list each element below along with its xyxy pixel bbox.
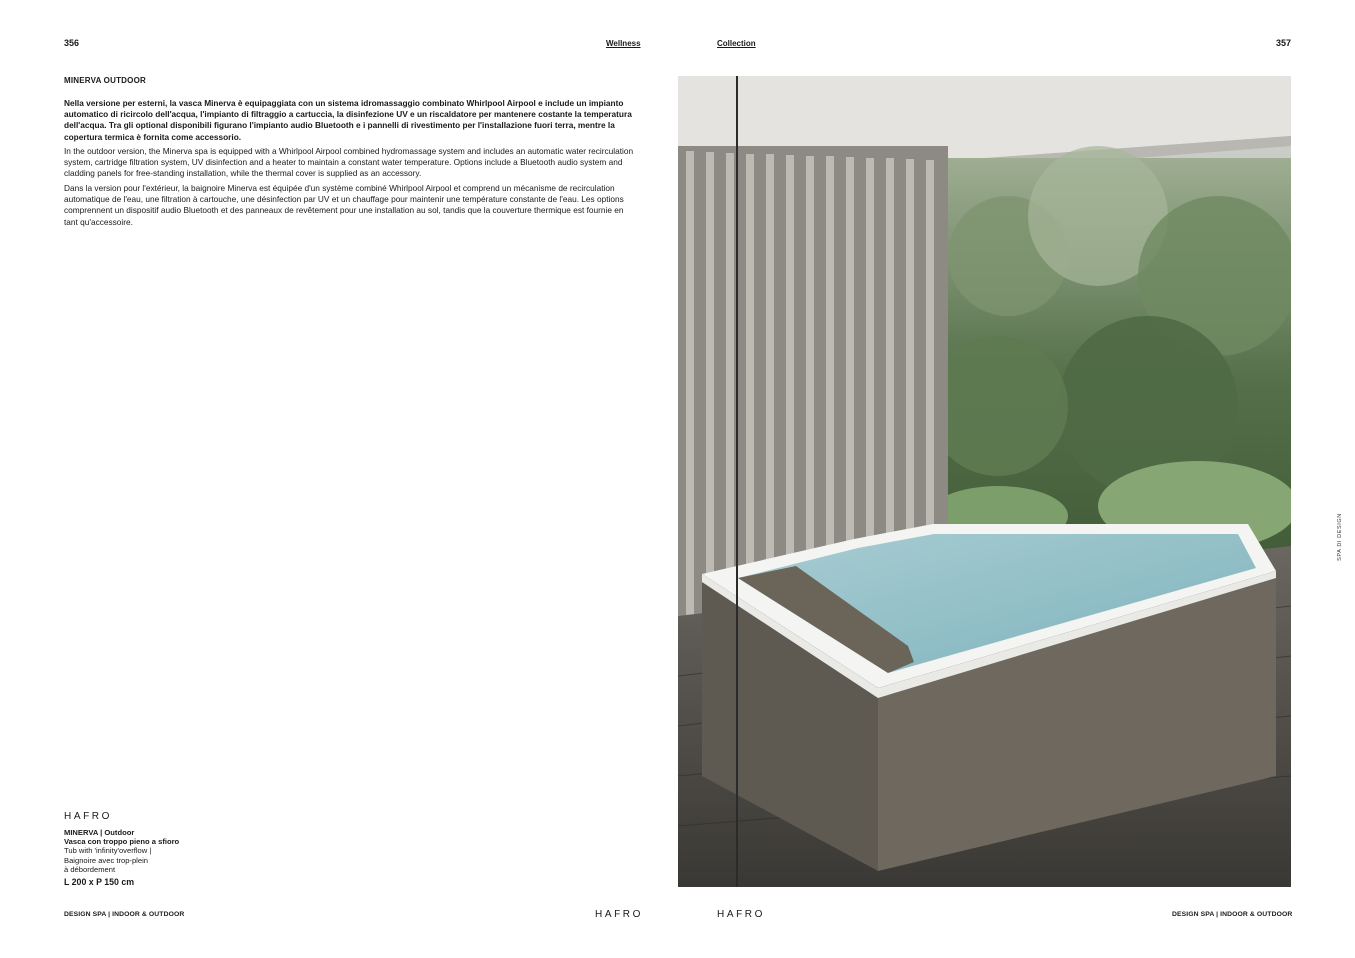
brand-logo: HAFRO: [64, 811, 112, 822]
page-number-left: 356: [64, 38, 80, 48]
section-title: MINERVA OUTDOOR: [64, 76, 146, 85]
product-type-english: Tub with 'infinity'overflow |: [64, 846, 152, 856]
product-name: MINERVA | Outdoor: [64, 828, 135, 837]
collection-link[interactable]: Collection: [717, 39, 756, 48]
footer-right-text: DESIGN SPA | INDOOR & OUTDOOR: [1172, 911, 1293, 918]
product-photo: [678, 76, 1291, 887]
wellness-link[interactable]: Wellness: [606, 39, 641, 48]
description-italian: Nella versione per esterni, la vasca Minerva è equipaggiata con un sistema idromassaggio combinato Whirlpool Airpool e include un impianto automatico di ricircolo dell'acqua, l'impianto di filtraggio a cartuccia, la disinfezione UV e un riscaldatore per mantenere costante la temperatura dell'acqua. Tra gli optional disponibili figurano l'impianto audio Bluetooth e i pannelli di rivestimento per l'installazione fuori terra, mentre la copertura termica è fornita come accessorio.: [64, 98, 632, 142]
side-tab-label: SPA DI DESIGN: [1337, 513, 1343, 561]
product-type-italian: Vasca con troppo pieno a sfioro: [64, 837, 180, 847]
description-english: In the outdoor version, the Minerva spa is equipped with a Whirlpool Airpool combined hydromassage system and includes an automatic water recirculation system, cartridge filtration system, UV disinfection and a heater to maintain a constant water temperature. Options include a Bluetooth audio system and cladding panels for free-standing installation, while the thermal cover is supplied as an accessory.: [64, 146, 634, 179]
footer-left-brand: HAFRO: [595, 909, 643, 920]
outdoor-spa-image: [678, 76, 1291, 887]
footer-left-text: DESIGN SPA | INDOOR & OUTDOOR: [64, 911, 185, 918]
product-info: [64, 828, 179, 874]
page-number-right: 357: [1276, 38, 1292, 48]
product-type-french-2: à débordement: [64, 864, 116, 874]
footer-right-brand: HAFRO: [717, 909, 765, 920]
product-dimensions: L 200 x P 150 cm: [64, 877, 135, 887]
product-type-french-1: Baignoire avec trop-plein: [64, 855, 149, 865]
description-french: Dans la version pour l'extérieur, la baignoire Minerva est équipée d'un système combiné Whirlpool Airpool et comprend un mécanisme de recirculation automatique de l'eau, une filtration à cartouche, une désinfection par UV et un chauffage pour maintenir une température constante de l'eau. Les options comprennent un dispositif audio Bluetooth et des panneaux de revêtement pour une installation au sol, tandis que la couverture thermique est fournie en tant qu'accessoire.: [64, 183, 624, 227]
